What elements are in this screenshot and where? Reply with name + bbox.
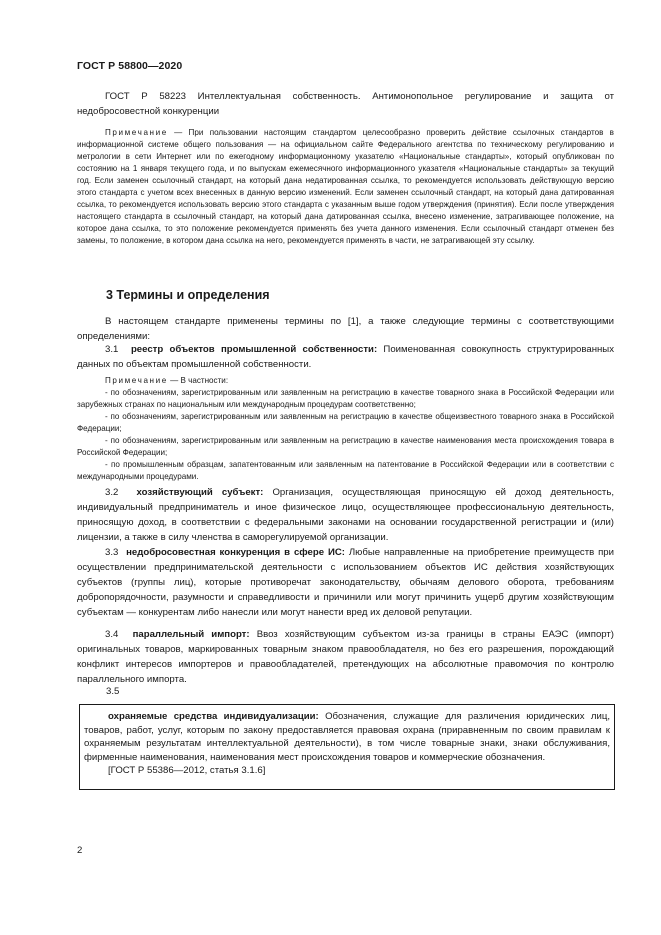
term-number: 3.1 [105,344,119,355]
term-name: охраняемые средства индивидуализации: [108,711,319,722]
page-number: 2 [77,845,83,856]
term-definition: Организация, осуществляющая приносящую ей доход деятельность, индивидуальный предприниматель и иное физическое лицо, осуществляющее профессиональную деятельность, приносящую доход, в соответствии с федеральными законами на основании государственной регистрации и (или) лицензии, а также в силу членства в саморегулируемой организации. [77,487,614,543]
term-number: 3.4 [105,629,119,640]
note-references [77,127,614,247]
note-intro: — В частности: [167,376,229,385]
note-item: - по обозначениям, зарегистрированным или заявленным на регистрацию в качестве общеизвестного товарного знака в Российской Федерации; [77,412,614,433]
note-term-3-1 [77,375,614,483]
section-intro-text: В настоящем стандарте применены термины по [1], а также следующие термины с соответствующими определениями: [77,316,614,342]
reference-text: ГОСТ Р 58223 Интеллектуальная собственность. Антимонопольное регулирование и защита от недобросовестной конкуренции [77,91,614,117]
note-text: — При пользовании настоящим стандартом целесообразно проверить действие ссылочных стандартов в информационной системе общего пользования — на официальном сайте Федерального агентства по техническому регулированию и метрологии в сети Интернет или по ежегодному информационному указателю «Национальные стандарты», который опубликован по состоянию на 1 января текущего года, и по выпускам ежемесячного информационного указателя «Национальные стандарты» за текущий год. Если заменен ссылочный стандарт, на который дана недатированная ссылка, то рекомендуется использовать действующую версию этого стандарта с учетом всех внесенных в данную версию изменений. Если заменен ссылочный стандарт, на который дана датированная ссылка, то рекомендуется использовать версию этого стандарта с указанным выше годом утверждения (принятия). Если после утверждения настоящего стандарта в ссылочный стандарт, на который дана датированная ссылка, внесено изменение, затрагивающее положение, на которое дана ссылка, то это положение рекомендуется применять без учета данного изменения. Если ссылочный стандарт отменен без замены, то положение, в котором дана ссылка на него, рекомендуется применять в части, не затрагивающей эту ссылку. [77,128,614,245]
term-source: [ГОСТ Р 55386—2012, статья 3.1.6] [108,765,266,776]
term-definition: Поименованная совокупность структурированных данных по объектам промышленной собственности. [77,344,614,370]
term-3-4 [77,627,614,687]
note-item: - по обозначениям, зарегистрированным или заявленным на регистрацию в качестве товарного знака в Российской Федерации или зарубежных странах по национальным или международным процедурам соответственно; [77,388,614,409]
note-label: Примечание [105,128,168,137]
term-number: 3.2 [105,487,119,498]
term-name: недобросовестная конкуренция в сфере ИС: [126,547,345,558]
term-name: хозяйствующий субъект: [136,487,264,498]
term-name: параллельный импорт: [132,629,250,640]
term-3-5-box [79,704,615,790]
note-label: Примечание [105,376,168,385]
document-header-id: ГОСТ Р 58800—2020 [77,60,183,72]
term-definition: Обозначения, служащие для различения юридических лиц, товаров, работ, услуг, которым по закону предоставляется правовая охрана (приравненным по своим правилам к охраняемым результатам интеллектуальной деятельности), в том числе товарные знаки, знаки обслуживания, фирменные наименования, наименования мест происхождения товаров и коммерческие обозначения. [84,711,611,763]
term-3-2 [77,485,614,545]
term-3-5-content [84,710,610,778]
term-definition: Ввоз хозяйствующим субъектом из-за границы в страны ЕАЭС (импорт) оригинальных товаров, маркированных товарным знаком правообладателя, но без его разрешения, порождающий конфликт интересов импортеров и правообладателей, претендующих на абсолютные правомочия по контролю параллельного импорта. [77,629,614,685]
section-intro [77,314,614,344]
term-name: реестр объектов промышленной собственности: [130,344,378,355]
term-3-5-number: 3.5 [106,686,120,697]
note-item: - по промышленным образцам, запатентованным или заявленным на патентование в Российской Федерации или в соответствии с международными процедурами. [77,460,614,481]
note-item: - по обозначениям, зарегистрированным или заявленным на регистрацию в качестве наименования места происхождения товара в Российской Федерации; [77,436,614,457]
term-3-3 [77,545,614,620]
normative-reference [77,89,614,119]
term-3-1 [77,342,614,372]
term-number: 3.3 [105,547,119,558]
term-definition: Любые направленные на приобретение преимуществ при осуществлении предпринимательской деятельности с использованием объектов ИС действия хозяйствующих субъектов (группы лиц), которые противоречат законодательству, обычаям делового оборота, требованиям добропорядочности, разумности и справедливости и причинили или могут причинить ущерб другим хозяйствующим субъектам — конкурентам либо нанесли или могут нанести вред их деловой репутации. [77,547,614,618]
section-heading: 3 Термины и определения [106,288,270,302]
